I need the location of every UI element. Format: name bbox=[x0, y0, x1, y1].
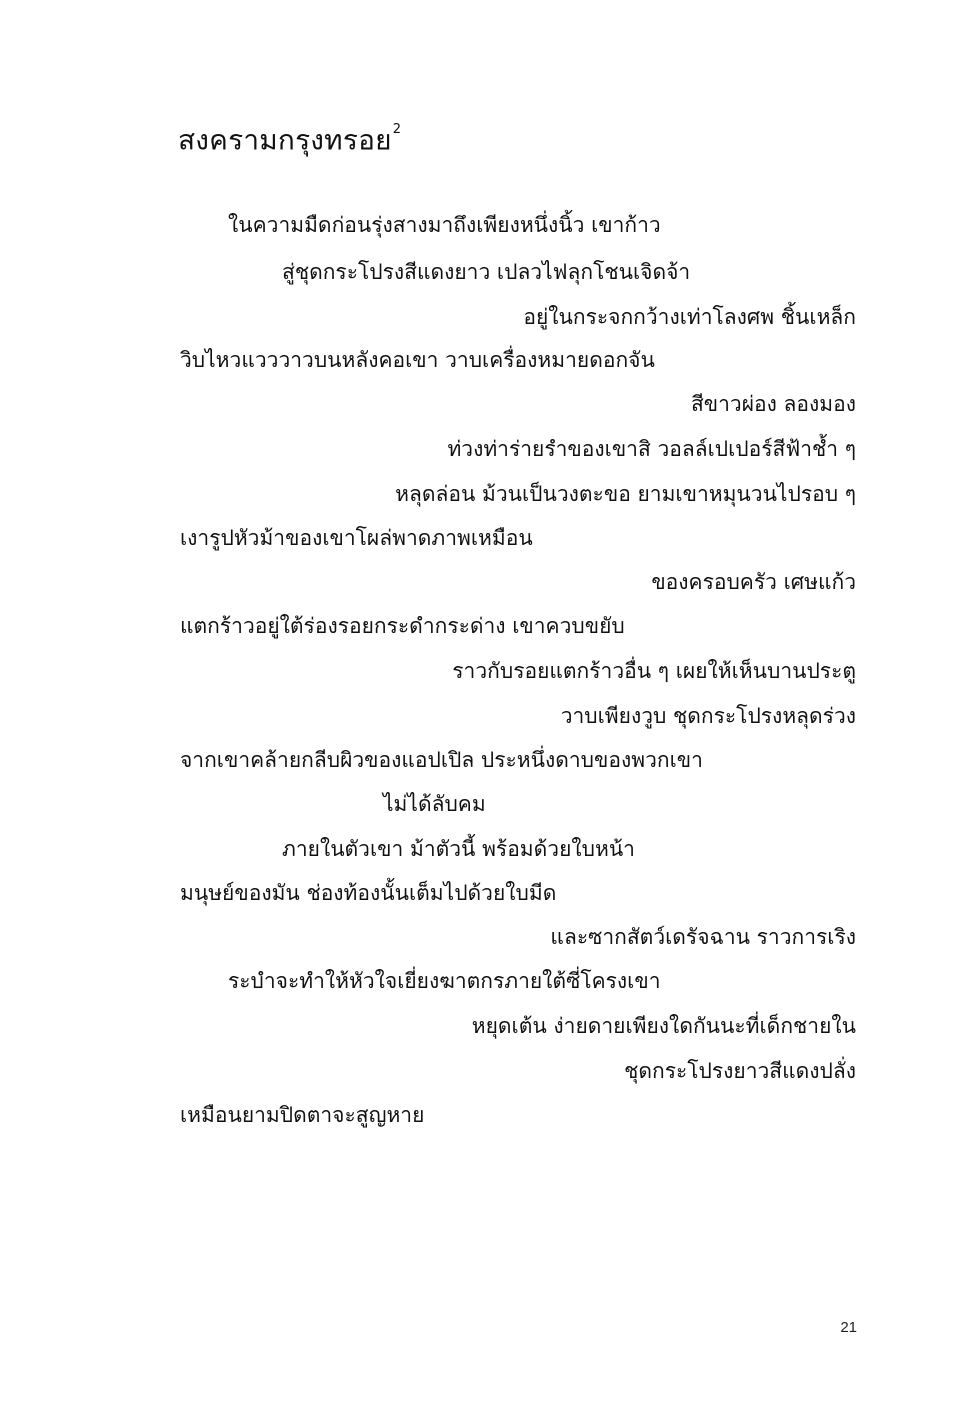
poem-line: ในความมืดก่อนรุ่งสางมาถึงเพียงหนึ่งนิ้ว เขาก้าว bbox=[228, 213, 661, 237]
page-number: 21 bbox=[840, 1319, 857, 1336]
poem-line: ท่วงท่าร่ายรำของเขาสิ วอลล์เปเปอร์สีฟ้าช้ำ ๆ bbox=[447, 437, 856, 461]
poem-line: เหมือนยามปิดตาจะสูญหาย bbox=[180, 1103, 425, 1127]
poem-line: ภายในตัวเขา ม้าตัวนี้ พร้อมด้วยใบหน้า bbox=[282, 837, 635, 861]
poem-line: แตกร้าวอยู่ใต้ร่องรอยกระดำกระด่าง เขาควบขยับ bbox=[180, 614, 625, 638]
poem-line: ระบำจะทำให้หัวใจเยี่ยงฆาตกรภายใต้ซี่โครงเขา bbox=[228, 969, 661, 993]
poem-line: อยู่ในกระจกกว้างเท่าโลงศพ ชิ้นเหล็ก bbox=[523, 305, 856, 329]
poem-line: เงารูปหัวม้าของเขาโผล่พาดภาพเหมือน bbox=[180, 526, 533, 550]
poem-line: สู่ชุดกระโปรงสีแดงยาว เปลวไฟลุกโชนเจิดจ้า bbox=[282, 260, 691, 284]
poem-line: ของครอบครัว เศษแก้ว bbox=[651, 570, 856, 594]
poem-line: ชุดกระโปรงยาวสีแดงปลั่ง bbox=[624, 1059, 856, 1083]
poem-line: หลุดล่อน ม้วนเป็นวงตะขอ ยามเขาหมุนวนไปรอบ ๆ bbox=[395, 482, 856, 506]
poem-title-text: สงครามกรุงทรอย bbox=[178, 123, 392, 157]
poem-line: ไม่ได้ลับคม bbox=[383, 792, 486, 816]
poem-line: สีขาวผ่อง ลองมอง bbox=[690, 392, 856, 416]
poem-line: หยุดเต้น ง่ายดายเพียงใดกันนะที่เด็กชายใน bbox=[471, 1014, 856, 1038]
footnote-marker: 2 bbox=[392, 122, 402, 137]
poem-line: มนุษย์ของมัน ช่องท้องนั้นเต็มไปด้วยใบมีด bbox=[180, 881, 557, 905]
poem-line: ราวกับรอยแตกร้าวอื่น ๆ เผยให้เห็นบานประตู bbox=[452, 659, 856, 683]
poem-line: วาบเพียงวูบ ชุดกระโปรงหลุดร่วง bbox=[560, 704, 856, 728]
poem-line: และซากสัตว์เดรัจฉาน ราวการเริง bbox=[550, 925, 856, 949]
poem-line: วิบไหวแวววาวบนหลังคอเขา วาบเครื่องหมายดอกจัน bbox=[180, 348, 655, 372]
poem-line: จากเขาคล้ายกลีบผิวของแอปเปิล ประหนึ่งดาบของพวกเขา bbox=[180, 748, 703, 772]
